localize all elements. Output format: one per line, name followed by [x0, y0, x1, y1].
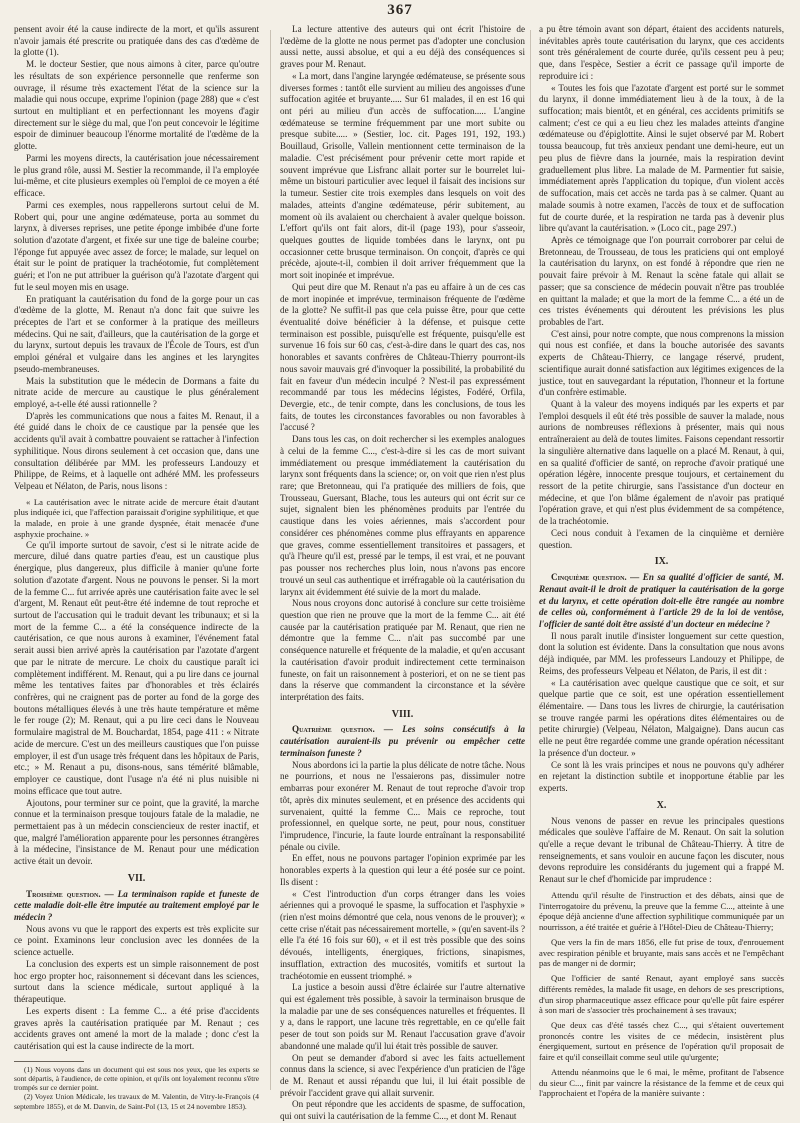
paragraph: « Toutes les fois que l'azotate d'argent est porté sur le sommet du larynx, il donne immédiatement lieu à de la toux, à de la suffocation; mais bientôt, et en général, ces accidents primitifs se calment; c'est ce qui a eu lieu chez les malades atteints d'angine œdémateuse ou d'épiglottite. Ainsi le sujet observé par M. Robert toussa beaucoup, fut très anxieux pendant une demi-heure, eut un peu plus de fièvre dans la journée, mais la respiration devint graduellement plus libre. La malade de M. Parmentier fut saisie, immédiatement après l'application du topique, d'un violent accès de suffocation, mais cet accès ne tarda pas à se calmer. Quant au malade soumis à notre examen, l'accès de toux et de suffocation fut de courte durée, et la respiration ne tarda pas à devenir plus libre qu'avant la cautérisation. » (Loco cit., page 297.) [539, 82, 784, 234]
section-label: Cinquième question. [551, 572, 627, 583]
paragraph: En pratiquant la cautérisation du fond de la gorge pour un cas d'œdème de la glotte, M. Renaut n'a donc fait que suivre les préceptes de l'art et se conformer à la pratique des meilleurs médecins. Qui ne sait, d'ailleurs, que la cautérisation de la gorge et du larynx, surtout depuis les travaux de l'École de Tours, est d'un emploi général et vulgaire dans les angines et les laryngites pseudo-membraneuses. [14, 293, 259, 374]
column-divider [530, 30, 531, 1090]
paragraph: Nous avons vu que le rapport des experts est très explicite sur ce point. Examinons leur conclusion avec les données de la science actuelle. [14, 923, 259, 958]
paragraph: Nous venons de passer en revue les principales questions médicales que soulève l'affaire de M. Renaut. On sait la solution qu'elle a reçue devant le tribunal de Château-Thierry. À titre de renseignements, et sans vouloir en aucune façon les discuter, nous devons reproduire les considérants du jugement qui a frappé M. Renaut sur le chef d'homicide par imprudence : [539, 815, 784, 885]
column-right [539, 24, 785, 1099]
section-number: VII. [127, 872, 146, 884]
paragraph: Après ce témoignage que l'on pourrait corroborer par celui de Bretonneau, de Trousseau, de tous les praticiens qui ont employé la cautérisation du larynx, on est fondé à répondre que rien ne pouvait faire prévoir à M. Renaut la scène fatale qui allait se passer; que sa conscience de médecin pouvait n'être pas troublée en quittant la malade; et que la mort de la femme C... a été un de ces tristes événements qui déroutent les prévisions les plus probables de l'art. [539, 234, 784, 327]
paragraph: Mais la substitution que le médecin de Dormans a faite du nitrate acide de mercure au caustique le plus généralement employé, a-t-elle été aussi rationnelle ? [14, 375, 259, 409]
paragraph: La justice a besoin aussi d'être éclairée sur l'autre alternative qui est également très possible, à savoir la terminaison brusque de la maladie par une de ses conséquences naturelles et fréquentes. Il y a, dans le rapport, une lacune très regrettable, en ce qu'elle fait peser de tout son poids sur M. Renaut l'accusation grave d'avoir abandonné une malade qu'il lui était très possible de sauver. [280, 982, 525, 1051]
judgment-text: Attendu qu'il résulte de l'instruction et des débats, ainsi que de l'interrogatoire du prévenu, la preuve que la femme C..., atteinte à une époque déjà ancienne d'une affection syphilitique communiquée par un nourrisson, a été traitée et guérie à l'Hôtel-Dieu de Château-Thierry; [539, 889, 784, 933]
section-number: VIII. [391, 708, 414, 720]
paragraph: Ajoutons, pour terminer sur ce point, que la gravité, la marche connue et la terminaison presque toujours fatale de la maladie, ne permettaient pas à un médecin consciencieux de rester inactif, et que, malgré l'amélioration apparente pour les personnes étrangères à la médecine, l'insistance de M. Renaut pour une médication active était un devoir. [14, 797, 259, 867]
paragraph: a pu être témoin avant son départ, étaient des accidents naturels, inévitables après toute cautérisation du larynx, que ces accidents sont très généralement de courte durée, qu'ils cessent peu à peu; que, dans l'espèce, Sestier a écrit ce passage qu'il importe de reproduire ici : [539, 24, 784, 81]
footnote-rule [14, 1061, 84, 1062]
paragraph: « La mort, dans l'angine laryngée œdémateuse, se présente sous diverses formes : tantôt elle survient au milieu des angoisses d'une suffocation agitée et bruyante..... Sur 61 malades, il en est 16 qui ont péri au milieu d'un accès de suffocation..... L'angine œdémateuse se termine fréquemment par une mort subite ou presque subite..... » (Sestier, loc. cit. Pages 191, 192, 193.) Bouillaud, Grisolle, Vallein mentionnent cette terminaison de la maladie. C'est précisément pour prévenir cette mort rapide et souvent imprévue que Lisfranc allait porter sur le bourrelet lui-même un bistouri particulier avec lequel il faisait des incisions sur la tumeur. Sestier cite trois exemples dans lesquels on voit des malades, atteints d'angine œdémateuse, périr subitement, au moment où ils avalaient ou cherchaient à avaler quelque boisson. L'effort qu'ils ont fait alors, dit-il (page 193), pour s'asseoir, quelques gouttes de liquide tombées dans le larynx, ont pu occasionner cette brusque terminaison. On conçoit, d'après ce qui précède, ajoute-t-il, combien il doit arriver fréquemment que la mort soit inopinée et imprévue. [280, 70, 525, 281]
paragraph: On peut répondre que les accidents de spasme, de suffocation, qui ont suivi la cautérisation de la femme C..., et dont M. Renaut [280, 1099, 525, 1122]
paragraph: Quant à la valeur des moyens indiqués par les experts et par l'emploi desquels il eût été très possible de sauver la malade, nous aurions de nombreuses réflexions à présenter, mais qui nous entraîneraient au delà de toutes limites. Faisons cependant ressortir la singulière alternative dans laquelle on a placé M. Renaut, à qui, en sa qualité d'officier de santé, on reproche d'avoir pratiqué une opération légère, innocente presque toujours, et certainement du ressort de la petite chirurgie, sans l'assistance d'un docteur en médecine, et que l'on blâme également de n'avoir pas pratiqué l'opération grave, et qui n'est plus évidemment de sa compétence, de la trachéotomie. [539, 399, 784, 527]
paragraph: Les experts disent : La femme C... a été prise d'accidents graves après la cautérisation pratiquée par M. Renaut ; ces accidents graves ont amené la mort de la malade ; donc c'est la cautérisation qui est la cause indirecte de la mort. [14, 1005, 259, 1051]
column-middle [280, 24, 525, 1122]
paragraph: « C'est l'introduction d'un corps étranger dans les voies aériennes qui a provoqué le spasme, la suffocation et l'asphyxie » (rien n'est moins démontré que cela, nous venons de le prouver); « cette crise n'était pas nécessairement mortelle, » (qu'en savent-ils ? elle l'a été 16 fois sur 60), « et il est très possible que des soins dévoués, intelligents, énergiques, frictions, sinapismes, insufflation, extraction des mucosités, vomitifs et surtout la trachéotomie en eussent triomphé. » [280, 888, 525, 981]
paragraph: C'est ainsi, pour notre compte, que nous comprenons la mission qui nous est confiée, et dans la bouche autorisée des savants experts de Château-Thierry, ce langage réservé, prudent, scientifique aurait donné satisfaction aux légitimes exigences de la justice, tout en sauvegardant la réputation, l'honneur et la fortune d'un confrère estimable. [539, 328, 784, 398]
footnote: (2) Voyez Union Médicale, les travaux de M. Valentin, de Vitry-le-François (4 septembre 1855), et de M. Danvin, de Saint-Pol (13, 15 et 24 novembre 1853). [14, 1092, 259, 1111]
judgment-text: Attendu néanmoins que le 6 mai, le même, profitant de l'absence du sieur C..., finit par vaincre la résistance de la femme et de ceux qui l'approchaient et l'opéra de la manière suivante : [539, 1066, 784, 1099]
paragraph: Ce qu'il importe surtout de savoir, c'est si le nitrate acide de mercure, dilué dans quatre parties d'eau, est un caustique plus énergique, plus dangereux, plus difficile à manier qu'une forte solution d'azotate d'argent. Nous ne pouvons le penser. Si la mort de la femme C... fut arrivée après une cautérisation faite avec le sel d'argent, M. Renaut eût peut-être été indemne de tout reproche et surtout de l'accusation qui le traduit devant les tribunaux; et si la mort de la femme C... a été la conséquence indirecte de la cautérisation, ce que nous aurons à examiner, l'événement fatal serait aussi bien arrivé après la cautérisation par l'azotate d'argent que par le nitrate de mercure. Le choix du caustique paraît ici complètement indifférent. M. Renaut, qui a pu lire dans ce journal même les tentatives faites par d'honorables et très éclairés confrères, qui ne craignent pas de porter au fond de la gorge des boutons métalliques élevés à une très haute température et même le fer rouge (2); M. Renaut, qui a pu lire ceci dans le Nouveau formulaire magistral de M. Bouchardat, 1854, page 411 : « Nitrate acide de mercure. C'est un des meilleurs caustiques que l'on puisse employer, il est d'un usage très fréquent dans les hôpitaux de Paris, etc.; » M. Renaut a pu, disons-nous, sans témérité blâmable, employer ce caustique, dont l'usage n'a été ni plus nuisible ni moins efficace que tout autre. [14, 539, 259, 796]
page-number: 367 [387, 2, 413, 18]
paragraph: On peut se demander d'abord si avec les faits actuellement connus dans la science, si avec l'expérience d'un praticien de l'âge de M. Renaut et aussi répandu que lui, il lui était possible de prévoir l'accident grave qui allait survenir. [280, 1052, 525, 1098]
paragraph: « La cautérisation avec quelque caustique que ce soit, et sur quelque partie que ce soit, est une opération essentiellement élémentaire. — Dans tous les livres de chirurgie, la cautérisation se trouve rangée parmi les opérations dites élémentaires ou de petite chirurgie) (Velpeau, Nélaton, Malgaigne). Dans aucun cas elle ne peut être regardée comme une grande opération nécessitant la présence d'un docteur. » [539, 677, 784, 758]
section-question: — La terminaison rapide et funeste de cette maladie doit-elle être imputée au traitement employé par le médecin ? [14, 888, 259, 923]
paragraph: M. le docteur Sestier, que nous aimons à citer, parce qu'outre les résultats de son expérience personnelle que renferme son ouvrage, il résume très exactement l'état de la science sur la maladie qui nous occupe, exprime l'opinion (page 288) que « c'est surtout en multipliant et en perfectionnant les moyens d'agir directement sur le siège du mal, que l'on peut concevoir le légitime espoir de diminuer beaucoup l'énorme mortalité de l'œdème de la glotte. [14, 59, 259, 152]
section-label: Troisième question. [26, 888, 101, 899]
section-label: Quatrième question. [292, 724, 375, 735]
paragraph: pensent avoir été la cause indirecte de la mort, et qu'ils assurent n'avoir jamais été prescrite ou pratiquée dans des cas d'œdème de la glotte (1). [14, 24, 259, 58]
section-number: X. [656, 799, 667, 811]
judgment-text: Que l'officier de santé Renaut, ayant employé sans succès différents remèdes, la malade fit usage, en dehors de ses prescriptions, d'un sirop pharmaceutique assez efficace pour qu'elle pût faire espérer à son mari de s'associer très prochainement à ses travaux; [539, 973, 784, 1016]
paragraph: Dans tous les cas, on doit rechercher si les exemples analogues à celui de la femme C..., c'est-à-dire si les cas de mort suivant immédiatement ou presque immédiatement la cautérisation du larynx sont fréquents dans la science; or, on voit que rien n'est plus rare; que Bretonneau, qui l'a pratiquée des milliers de fois, que Trousseau, Guersant, Blache, tous les auteurs qui ont écrit sur ce sujet, signalent bien les phénomènes produits par l'entrée du caustique dans les voies aériennes, mais s'accordent pour considérer ces phénomènes comme plus effrayants en apparence que graves, comme essentiellement transitoires et passagers, et qu'à l'heure qu'il est, pressé par le temps, il est vrai, et ne pouvant pas pousser nos recherches plus loin, nous n'avons pas encore trouvé un seul cas authentique et irréfragable où la cautérisation du larynx ait évidemment été suivie de la mort du malade. [280, 434, 525, 597]
paragraph: Ceci nous conduit à l'examen de la cinquième et dernière question. [539, 527, 784, 550]
section-heading [280, 724, 525, 759]
footnote: (1) Nous voyons dans un document qui est sous nos yeux, que les experts se sont départis, à l'audience, de cette opinion, et qu'ils ont loyalement reconnu s'être trompés sur ce dernier point. [14, 1064, 259, 1093]
section-heading [539, 572, 784, 631]
paragraph: Qui peut dire que M. Renaut n'a pas eu affaire à un de ces cas de mort inopinée et imprévue, terminaison fréquente de l'œdème de la glotte? Ne suffit-il pas que cela puisse être, pour que cette éventualité doive bénéficier à la défense, et puisque cette terminaison est possible, puisqu'elle est fréquente, puisqu'elle est survenue 16 fois sur 60 cas, c'est-à-dire dans le quart des cas, nos honorables et savants confrères de Château-Thierry pourront-ils nous savoir mauvais gré d'invoquer la possibilité, la probabilité du fait en faveur d'un médecin inculpé ? N'est-il pas expressément recommandé par tous les médecins légistes, Fodéré, Orfila, Devergie, etc., de tenir compte, dans les conclusions, de tous les faits, de toutes les circonstances favorables ou non favorables à l'accusé ? [280, 281, 525, 433]
paragraph: Parmi les moyens directs, la cautérisation joue nécessairement le plus grand rôle, aussi M. Sestier la recommande, il l'a employée lui-même, et cite plusieurs exemples où l'emploi de ce moyen a été efficace. [14, 152, 259, 199]
judgment-text: Que vers la fin de mars 1856, elle fut prise de toux, d'enrouement avec respiration pénible et bruyante, mais sans accès et ne l'empêchant pas de manger ni de dormir; [539, 936, 784, 969]
paragraph: Parmi ces exemples, nous rappellerons surtout celui de M. Robert qui, pour une angine œdémateuse, porta au sommet du larynx, à diverses reprises, une petite éponge imbibée d'une forte solution d'azotate d'argent, et fixée sur une tige de baleine courbe; l'éponge fut appuyée avec assez de force; le malade, sur lequel on était sur le point de pratiquer la trachéotomie, fut complètement guéri; et l'on ne put attribuer la guérison qu'à l'azotate d'argent qui fut le seul moyen mis en usage. [14, 199, 259, 292]
paragraph: La conclusion des experts est un simple raisonnement de post hoc ergo propter hoc, raisonnement si décevant dans les sciences, surtout dans la science médicale, surtout appliqué à la thérapeutique. [14, 958, 259, 1005]
paragraph: La lecture attentive des auteurs qui ont écrit l'histoire de l'œdème de la glotte ne nous permet pas d'adopter une conclusion aussi nette, aussi absolue, et qui a eu déjà des conséquences si graves pour M. Renaut. [280, 24, 525, 70]
paragraph: D'après les communications que nous a faites M. Renaut, il a été guidé dans le choix de ce caustique par la pensée que les accidents qu'il avait à combattre pouvaient se rattacher à l'infection syphilitique. Nous dirons seulement à cet occasion que, dans une consultation délibérée par MM. les professeurs Landouzy et Philippe, de Reims, et à laquelle ont adhéré MM. les professeurs Velpeau et Nélaton, de Paris, nous lisons : [14, 410, 259, 492]
column-divider [270, 30, 271, 1090]
paragraph: Ce sont là les vrais principes et nous ne pouvons qu'y adhérer en rejetant la distinction subtile et inopportune établie par les experts. [539, 759, 784, 794]
paragraph: Il nous paraît inutile d'insister longuement sur cette question, dont la solution est évidente. Dans la consultation que nous avons déjà indiquée, par MM. les professeurs Landouzy et Philippe, de Reims, des professeurs Velpeau et Nélaton, de Paris, il est dit : [539, 630, 784, 676]
judgment-text: Que deux cas d'été tassés chez C..., qui s'étaient ouvertement prononcés contre les visites de ce médecin, insistèrent plus énergiquement, surtout en présence de l'opération qu'il proposait de faire et qu'il conseillait comme seul utile qu'urgente; [539, 1019, 784, 1063]
section-heading [14, 889, 259, 924]
column-left [14, 24, 259, 1111]
paragraph: Nous abordons ici la partie la plus délicate de notre tâche. Nous ne pourrions, et nous ne l'essaierons pas, dissimuler notre embarras pour exonérer M. Renaut de tout reproche d'avoir trop tôt, après dix minutes seulement, et en présence des accidents qui survenaient, quitté la femme C... Mais ce reproche, tout professionnel, en quelque sorte, ne peut, pour nous, constituer l'imprudence, l'incurie, la faute lourde entraînant la responsabilité pénale ou civile. [280, 759, 525, 852]
paragraph: En effet, nous ne pouvons partager l'opinion exprimée par les honorables experts à la question qui leur a été posée sur ce point. Ils disent : [280, 853, 525, 887]
section-question: — Les soins consécutifs à la cautérisation auraient-ils pu prévenir ou empêcher cette terminaison funeste ? [280, 724, 525, 758]
section-number: IX. [654, 556, 669, 568]
quotation: « La cautérisation avec le nitrate acide de mercure était d'autant plus indiquée ici, que l'affection paraissait d'origine syphilitique, et que la malade, en proie à une grande dyspnée, était menacée d'une asphyxie prochaine. » [14, 496, 259, 539]
section-question: — En sa qualité d'officier de santé, M. Renaut avait-il le droit de pratiquer la cautérisation de la gorge et du larynx, et cette opération doit-elle être rangée au nombre de celles où, conformément à l'article 29 de la loi de ventôse, l'officier de santé doit être assisté d'un docteur en médecine ? [539, 572, 785, 630]
paragraph: Nous nous croyons donc autorisé à conclure sur cette troisième question que rien ne prouve que la mort de la femme C... ait été causée par la cautérisation pratiquée par M. Renaut, que rien ne démontre que la femme C... n'ait pas succombé par une conséquence naturelle et fréquente de la maladie, et qu'en accusant la cautérisation d'avoir produit indirectement cette terminaison funeste, on fait un raisonnement à posteriori, et on ne se tient pas dans la réserve que commandent la circonstance et la sévère interprétation des faits. [280, 598, 525, 702]
